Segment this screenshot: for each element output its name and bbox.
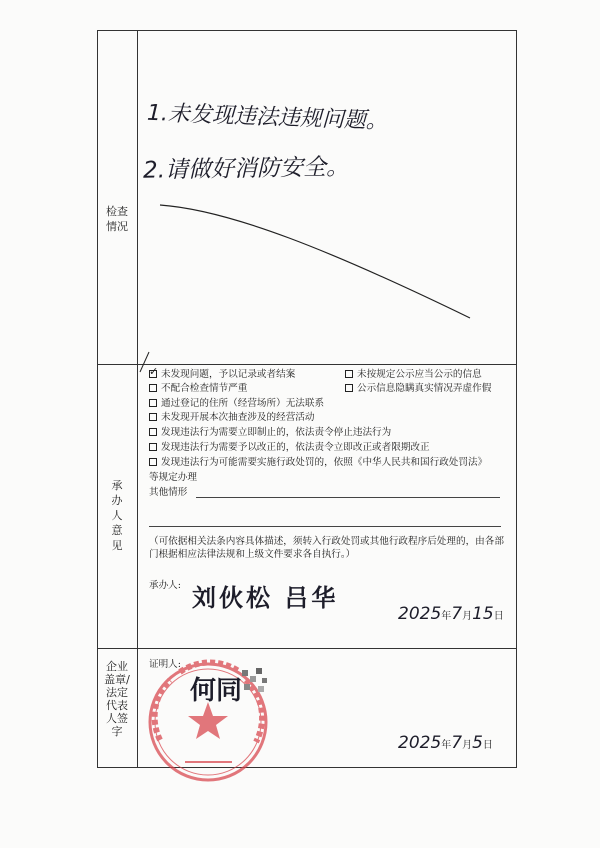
penalty-continuation: 等规定办理 xyxy=(149,472,197,483)
handler-signature: 刘伙松 吕华 xyxy=(192,584,339,612)
enterprise-label-char: 表 xyxy=(117,699,128,712)
enterprise-label-char: / xyxy=(126,673,130,686)
enterprise-label-char: 盖 xyxy=(104,673,116,686)
handler-label: 承办人: xyxy=(149,580,182,591)
option-label: 未按规定公示应当公示的信息 xyxy=(357,369,482,380)
enterprise-label-char: 字 xyxy=(111,725,123,738)
enterprise-label-char: 企 xyxy=(106,660,117,673)
witness-label: 证明人: xyxy=(149,659,182,670)
date-month: 7 xyxy=(451,604,463,624)
enterprise-label-char: 章 xyxy=(115,673,127,686)
date-day: 15 xyxy=(472,604,494,624)
option-label: 公示信息隐瞒真实情况弄虚作假 xyxy=(357,383,492,394)
handwritten-finding-2: 2.请做好消防安全。 xyxy=(142,154,350,184)
date-year: 2025 xyxy=(398,604,442,624)
opinion-label-char: 意 xyxy=(111,524,123,537)
option-label: 不配合检查情节严重 xyxy=(161,383,248,394)
date-month: 7 xyxy=(451,733,463,753)
inspection-label-line1: 检查 xyxy=(106,205,128,218)
option-label: 通过登记的住所（经营场所）无法联系 xyxy=(161,398,325,409)
opinion-label-char: 人 xyxy=(111,509,123,522)
enterprise-label-char: 定 xyxy=(117,686,128,699)
option-label: 发现违法行为需要立即制止的，依法责令停止违法行为 xyxy=(161,427,392,438)
option-label: 发现违法行为可能需要实施行政处罚的，依照《中华人民共和国行政处罚法》 xyxy=(161,457,488,468)
date-day-unit: 日 xyxy=(482,740,493,751)
date-month-unit: 月 xyxy=(462,611,473,622)
enterprise-label-char: 人 xyxy=(106,712,117,725)
witness-signature: 何同 xyxy=(190,676,243,706)
date-year-unit: 年 xyxy=(441,740,452,751)
option-label: 发现违法行为需要予以改正的，依法责令立即改正或者限期改正 xyxy=(161,442,430,453)
instruction-note: （可依据相关法条内容具体描述，须转入行政处罚或其他行政程序后处理的，由各部门根据相应法律法规和上级文件要求各自执行。） xyxy=(149,536,504,560)
date-year-unit: 年 xyxy=(441,611,452,622)
enterprise-date xyxy=(398,733,493,753)
date-day-unit: 日 xyxy=(493,611,504,622)
enterprise-label-char: 法 xyxy=(106,686,117,699)
date-day: 5 xyxy=(472,733,483,753)
option-label: 未发现开展本次抽查涉及的经营活动 xyxy=(161,412,315,423)
enterprise-label-char: 代 xyxy=(106,699,117,712)
enterprise-label-char: 业 xyxy=(117,660,128,673)
enterprise-label-char: 签 xyxy=(117,712,128,725)
opinion-label-char: 见 xyxy=(111,539,123,552)
date-month-unit: 月 xyxy=(462,740,473,751)
opinion-label-char: 办 xyxy=(111,494,123,507)
option-label: 未发现问题，予以记录或者结案 xyxy=(161,369,296,380)
other-situation-label: 其他情形 xyxy=(149,487,188,498)
date-year: 2025 xyxy=(398,733,442,753)
handwritten-finding-1: 1.未发现违法违规问题。 xyxy=(146,100,389,135)
inspection-label-line2: 情况 xyxy=(106,220,128,233)
opinion-label-char: 承 xyxy=(111,479,123,492)
